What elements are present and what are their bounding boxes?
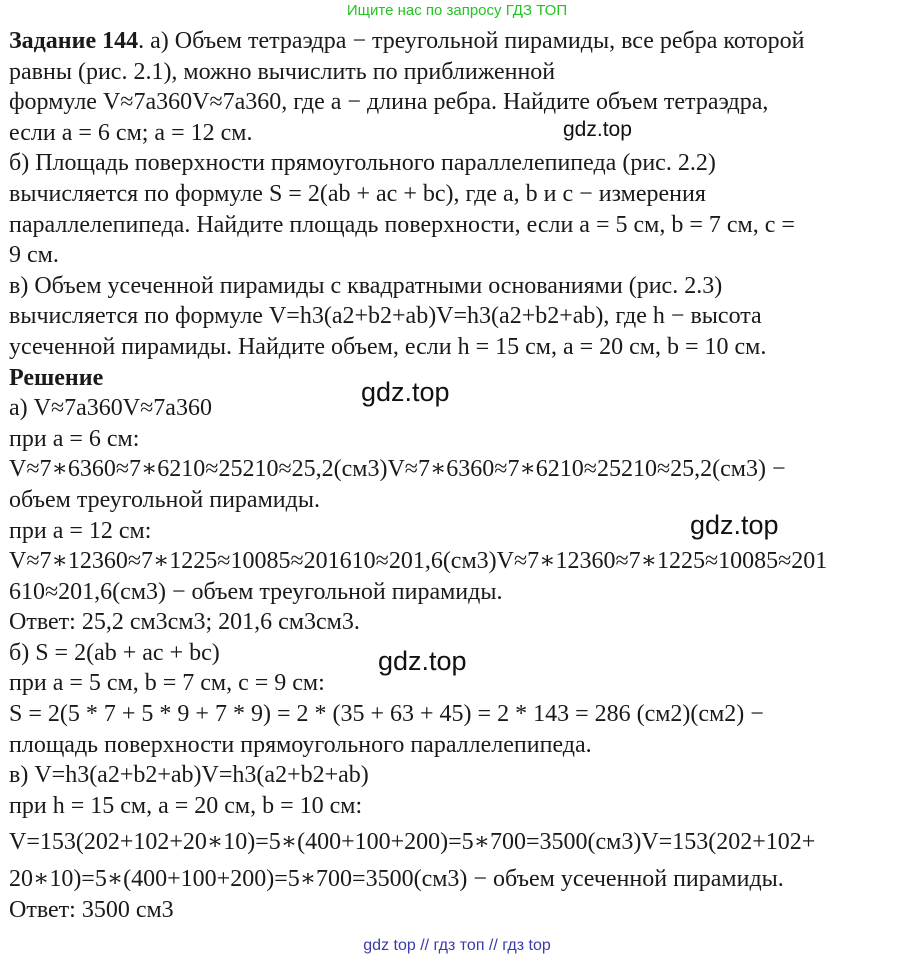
watermark: gdz.top [690,510,779,540]
task-line: параллелепипеда. Найдите площадь поверхности, если a = 5 см, b = 7 см, c = [9,211,795,238]
task-line: формуле V≈7a360V≈7a360, где a − длина ребра. Найдите объем тетраэдра, [9,89,769,116]
watermark: gdz.top [563,118,632,141]
solution-line: V≈7∗12360≈7∗1225≈10085≈201610≈201,6(см3)V≈7∗12360≈7∗1225≈10085≈201 [9,548,828,575]
document-body [9,26,909,926]
solution-line: при a = 5 см, b = 7 см, c = 9 см: [9,670,325,697]
solution-line: при a = 6 см: [9,425,140,452]
task-line: вычисляется по формуле S = 2(ab + ac + bc), где a, b и c − измерения [9,180,706,207]
solution-line: б) S = 2(ab + ac + bc) [9,639,220,666]
solution-line: объем треугольной пирамиды. [9,486,320,513]
task-line: б) Площадь поверхности прямоугольного параллелепипеда (рис. 2.2) [9,150,716,177]
solution-line: Ответ: 25,2 см3см3; 201,6 см3см3. [9,609,360,636]
footer-links: gdz top // гдз топ // гдз top [363,937,551,954]
task-line: в) Объем усеченной пирамиды с квадратными основаниями (рис. 2.3) [9,272,723,299]
solution-line: V=153(202+102+20∗10)=5∗(400+100+200)=5∗700=3500(см3)V=153(202+102+ [9,829,816,856]
task-line: усеченной пирамиды. Найдите объем, если h = 15 см, a = 20 см, b = 10 см. [9,333,767,360]
task-line: если a = 6 см; a = 12 см. [9,119,253,146]
task-number: Задание 144 [9,28,139,54]
watermark: gdz.top [361,377,450,407]
watermark: gdz.top [378,646,467,676]
task-line: вычисляется по формуле V=h3(a2+b2+ab)V=h3(a2+b2+ab), где h − высота [9,303,762,330]
solution-line: площадь поверхности прямоугольного параллелепипеда. [9,731,592,758]
task-intro-text: . а) Объем тетраэдра − треугольной пирамиды, все ребра которой [138,28,805,54]
solution-line: V≈7∗6360≈7∗6210≈25210≈25,2(см3)V≈7∗6360≈7∗6210≈25210≈25,2(см3) − [9,456,786,483]
task-line: равны (рис. 2.1), можно вычислить по приближенной [9,58,556,85]
solution-line: при a = 12 см: [9,517,152,544]
solution-line: Ответ: 3500 см3 [9,897,174,924]
solution-line: S = 2(5 * 7 + 5 * 9 + 7 * 9) = 2 * (35 + 63 + 45) = 2 * 143 = 286 (см2)(см2) − [9,701,764,728]
solution-line: а) V≈7a360V≈7a360 [9,395,212,422]
solution-line: 610≈201,6(см3) − объем треугольной пирамиды. [9,578,503,605]
solution-line: в) V=h3(a2+b2+ab)V=h3(a2+b2+ab) [9,762,369,789]
top-banner: Ищите нас по запросу ГДЗ ТОП [346,2,568,19]
solution-line: при h = 15 см, a = 20 см, b = 10 см: [9,792,363,819]
solution-heading: Решение [9,364,104,391]
task-line [9,26,909,57]
task-line: 9 см. [9,242,59,269]
solution-line: 20∗10)=5∗(400+100+200)=5∗700=3500(см3) − объем усеченной пирамиды. [9,866,784,893]
